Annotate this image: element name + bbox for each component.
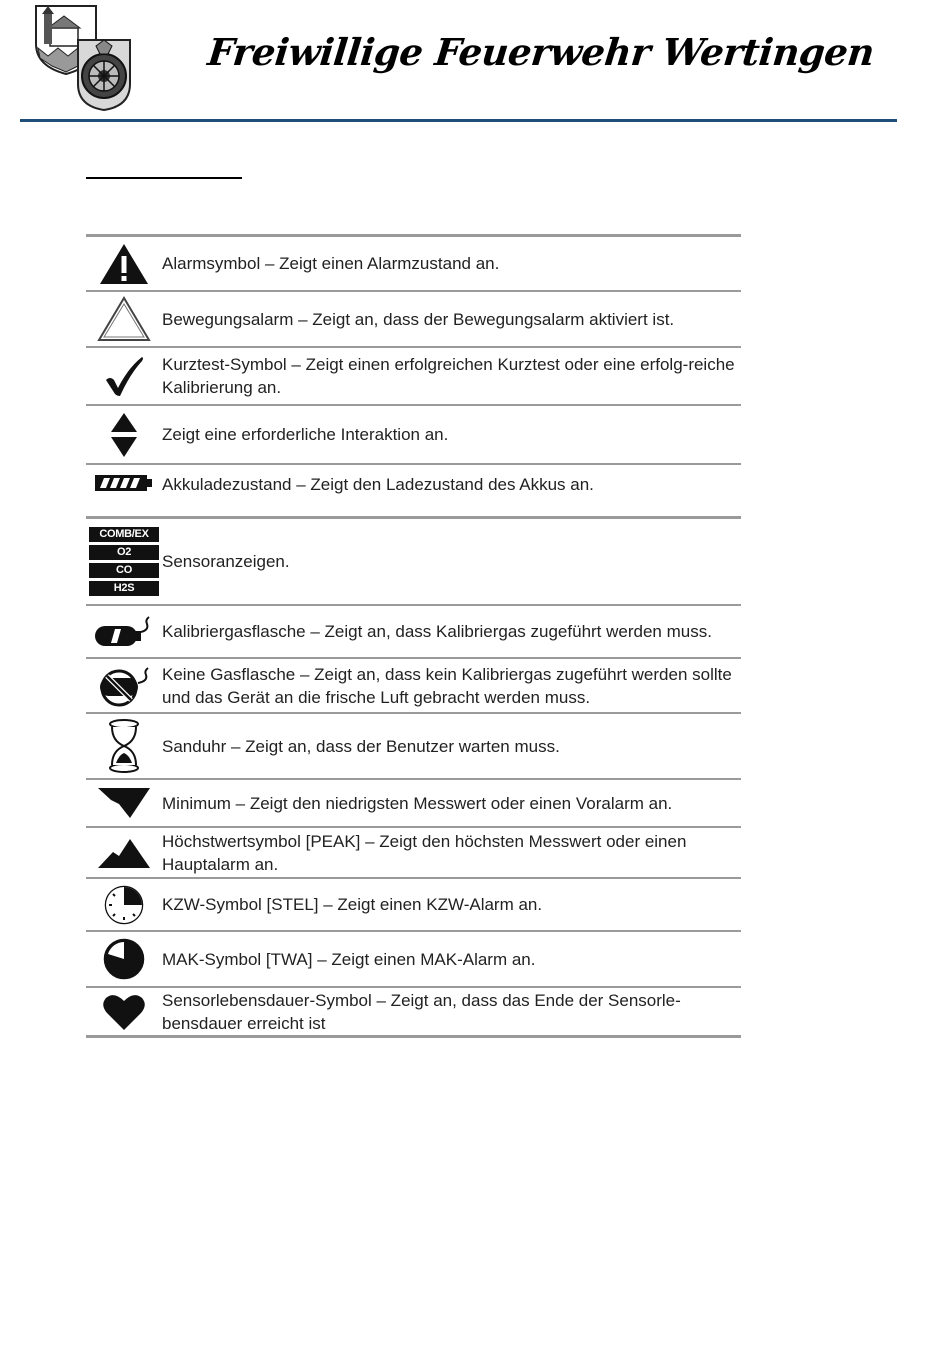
sensor-label: H2S [89,581,159,596]
table-row [86,826,741,877]
symbol-description: Sanduhr – Zeigt an, dass der Benutzer warten muss. [162,736,560,756]
symbol-description: Keine Gasflasche – Zeigt an, dass kein Kalibriergas zugeführt werden sollte und das Gerät an die frische Luft gebracht werden muss. [162,664,732,707]
symbol-description: Kalibriergasflasche – Zeigt an, dass Kalibriergas zugeführt werden muss. [162,622,712,641]
sensor-labels-icon [86,527,162,596]
motion-alarm-outline-triangle-icon [86,295,162,343]
battery-icon [86,473,162,493]
table-row [86,930,741,986]
table-row [86,778,741,826]
section-heading-underline [86,177,242,179]
symbol-description: Kurztest-Symbol – Zeigt einen erfolgreichen Kurztest oder eine erfolg-reiche Kalibrierung an. [162,355,735,397]
symbol-description: Bewegungsalarm – Zeigt an, dass der Bewegungsalarm aktiviert ist. [162,309,675,329]
symbol-description: Minimum – Zeigt den niedrigsten Messwert oder einen Voralarm an. [162,793,673,813]
no-gas-cylinder-icon [86,665,162,707]
symbol-description: Zeigt eine erforderliche Interaktion an. [162,425,449,444]
sensor-label: COMB/EX [89,527,159,542]
stel-clock-icon [86,884,162,926]
symbol-description: Sensoranzeigen. [162,552,290,571]
checkmark-icon [86,354,162,398]
table-row [86,877,741,930]
table-row [86,234,741,290]
symbol-description: KZW-Symbol [STEL] – Zeigt einen KZW-Alarm an. [162,895,543,914]
table-row [86,290,741,346]
symbol-description: Akkuladezustand – Zeigt den Ladezustand des Akkus an. [162,475,594,494]
table-row [86,712,741,778]
heart-icon [86,992,162,1032]
up-down-arrows-icon [86,412,162,458]
table-row [86,516,741,604]
peak-mountains-icon [86,836,162,870]
symbol-description: Sensorlebensdauer-Symbol – Zeigt an, dass das Ende der Sensorle-bensdauer erreicht ist [162,990,681,1033]
minimum-down-triangle-icon [86,786,162,820]
symbol-description: Höchstwertsymbol [PEAK] – Zeigt den höchsten Messwert oder einen Hauptalarm an. [162,831,687,874]
symbol-description: Alarmsymbol – Zeigt einen Alarmzustand an. [162,254,500,273]
table-row [86,604,741,657]
header-divider [20,119,897,122]
table-row [86,463,741,516]
table-row [86,404,741,463]
page-header [0,0,950,125]
table-row [86,986,741,1038]
sensor-label: CO [89,563,159,578]
gas-cylinder-icon [86,614,162,650]
table-row [86,657,741,712]
symbol-table [86,234,741,1038]
page-title: Freiwillige Feuerwehr Wertingen [205,30,877,74]
coat-of-arms-and-fire-brigade-emblem-icon [34,4,134,112]
twa-clock-icon [86,937,162,981]
hourglass-icon [86,719,162,773]
table-row [86,346,741,404]
symbol-description: MAK-Symbol [TWA] – Zeigt einen MAK-Alarm an. [162,949,536,969]
sensor-label: O2 [89,545,159,560]
alarm-triangle-icon [86,242,162,286]
